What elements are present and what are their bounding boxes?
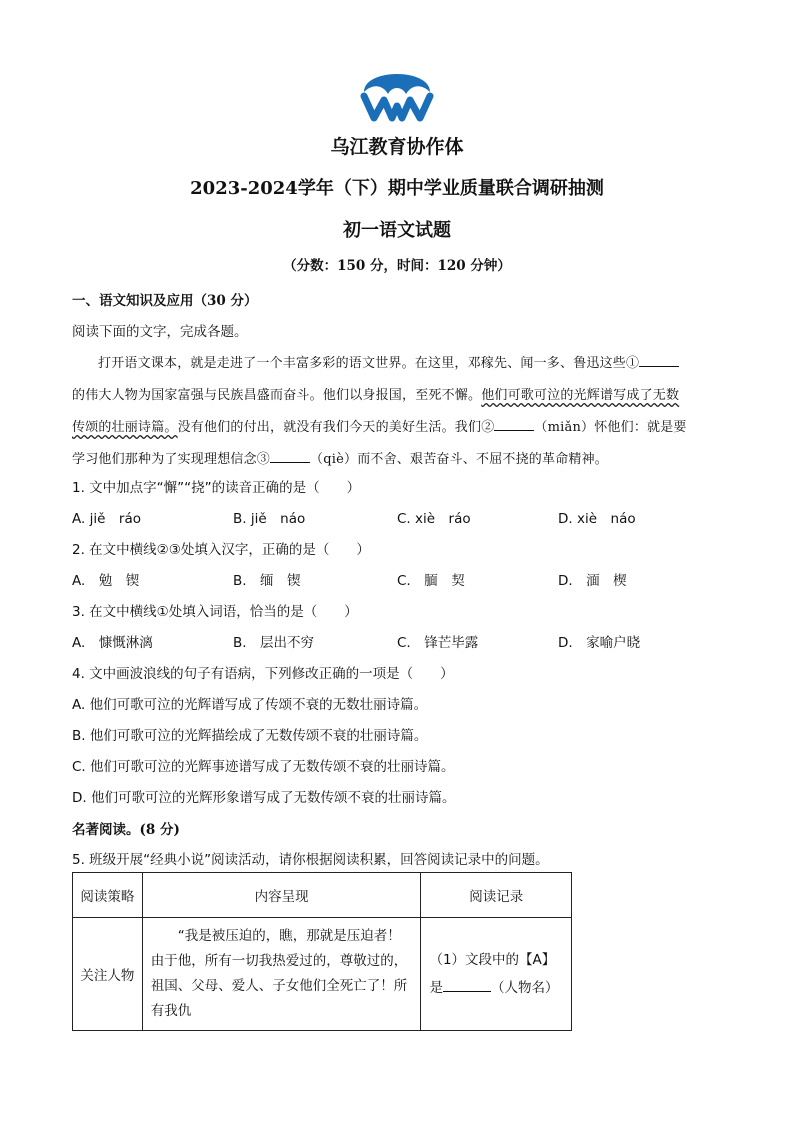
col-header-strategy: 阅读策略 — [73, 873, 143, 918]
passage-text: （qiè）而不舍、艰苦奋斗、不屈不挠的革命精神。 — [310, 452, 608, 467]
col-header-content: 内容呈现 — [142, 873, 421, 918]
q1-option-a[interactable]: A. jiě ráo — [72, 511, 141, 527]
section1-intro: 阅读下面的文字，完成各题。 — [72, 324, 248, 340]
q3-option-d[interactable]: D. 家喻户晓 — [558, 635, 641, 651]
passage-text: 的伟大人物为国家富强与民族昌盛而奋斗。他们以身报国，至死不懈。 — [72, 388, 482, 403]
record-cell — [421, 918, 572, 1031]
q2-option-c[interactable]: C. 腼 契 — [397, 573, 465, 589]
section2-heading: 名著阅读。(8 分) — [72, 822, 180, 838]
q4-option-d[interactable]: D. 他们可歌可泣的光辉形象谱写成了无数传颂不衰的壮丽诗篇。 — [72, 790, 456, 806]
section1-heading: 一、语文知识及应用（30 分） — [72, 293, 258, 309]
blank-1 — [639, 354, 679, 367]
reading-record-table — [72, 872, 572, 1031]
table-row — [73, 918, 572, 1031]
q3-option-b[interactable]: B. 层出不穷 — [233, 635, 315, 651]
wavy-sentence: 他们可歌可泣的光辉谱写成了无数 — [481, 388, 680, 403]
record-hint: （人物名） — [490, 980, 559, 996]
question-5-stem: 5. 班级开展“经典小说”阅读活动，请你根据阅读积累，回答阅读记录中的问题。 — [72, 852, 549, 868]
question-2-stem: 2. 在文中横线②③处填入汉字，正确的是（ ） — [72, 542, 370, 558]
passage-text: 没有他们的付出，就没有我们今天的美好生活。我们② — [177, 420, 495, 435]
record-line-1: （1）文段中的【A】 — [429, 952, 556, 968]
q2-option-d[interactable]: D. 湎 楔 — [558, 573, 627, 589]
passage-line-3 — [72, 416, 722, 435]
passage-line-4 — [72, 448, 722, 467]
q4-option-a[interactable]: A. 他们可歌可泣的光辉谱写成了传颂不衰的无数壮丽诗篇。 — [72, 697, 428, 713]
exam-title: 2023-2024学年（下）期中学业质量联合调研抽测 — [190, 178, 604, 199]
content-cell: “我是被压迫的，瞧，那就是压迫者！由于他，所有一切我热爱过的，尊敬过的，祖国、父母、爱人、子女他们全死亡了！所有我仇 — [142, 918, 421, 1031]
record-label: 是 — [429, 980, 443, 996]
subject-title: 初一语文试题 — [343, 220, 451, 241]
question-1-stem: 1. 文中加点字“懈”“挠”的读音正确的是（ ） — [72, 480, 361, 496]
passage-line-1 — [72, 352, 722, 371]
q4-option-b[interactable]: B. 他们可歌可泣的光辉描绘成了无数传颂不衰的壮丽诗篇。 — [72, 728, 428, 744]
q2-option-a[interactable]: A. 勉 锲 — [72, 573, 140, 589]
passage-line-2 — [72, 384, 722, 403]
strategy-cell: 关注人物 — [73, 918, 143, 1031]
question-4-stem: 4. 文中画波浪线的句子有语病，下列修改正确的一项是（ ） — [72, 666, 454, 682]
q2-option-b[interactable]: B. 缅 锲 — [233, 573, 301, 589]
blank-3 — [270, 450, 310, 463]
wave-logo-icon — [358, 62, 436, 124]
blank-2 — [494, 418, 534, 431]
answer-blank-a[interactable] — [443, 979, 491, 992]
q3-option-a[interactable]: A. 慷慨淋漓 — [72, 635, 153, 651]
table-header-row — [73, 873, 572, 918]
q3-option-c[interactable]: C. 锋芒毕露 — [397, 635, 479, 651]
wavy-sentence: 传颂的壮丽诗篇。 — [72, 420, 178, 435]
passage-text: 打开语文课本，就是走进了一个丰富多彩的语文世界。在这里，邓稼先、闻一多、鲁迅这些① — [98, 356, 640, 371]
col-header-record: 阅读记录 — [421, 873, 572, 918]
q1-option-b[interactable]: B. jiě náo — [233, 511, 306, 527]
q1-option-c[interactable]: C. xiè ráo — [397, 511, 471, 527]
q4-option-c[interactable]: C. 他们可歌可泣的光辉事迹谱写成了无数传颂不衰的壮丽诗篇。 — [72, 759, 455, 775]
org-title: 乌江教育协作体 — [330, 136, 464, 158]
passage-text: （miǎn）怀他们：就是要 — [534, 420, 687, 435]
question-3-stem: 3. 在文中横线①处填入词语，恰当的是（ ） — [72, 604, 358, 620]
score-time: （分数：150 分，时间：120 分钟） — [283, 258, 511, 274]
passage-text: 学习他们那种为了实现理想信念③ — [72, 452, 271, 467]
record-line-2 — [429, 974, 563, 1002]
q1-option-d[interactable]: D. xiè náo — [558, 511, 636, 527]
